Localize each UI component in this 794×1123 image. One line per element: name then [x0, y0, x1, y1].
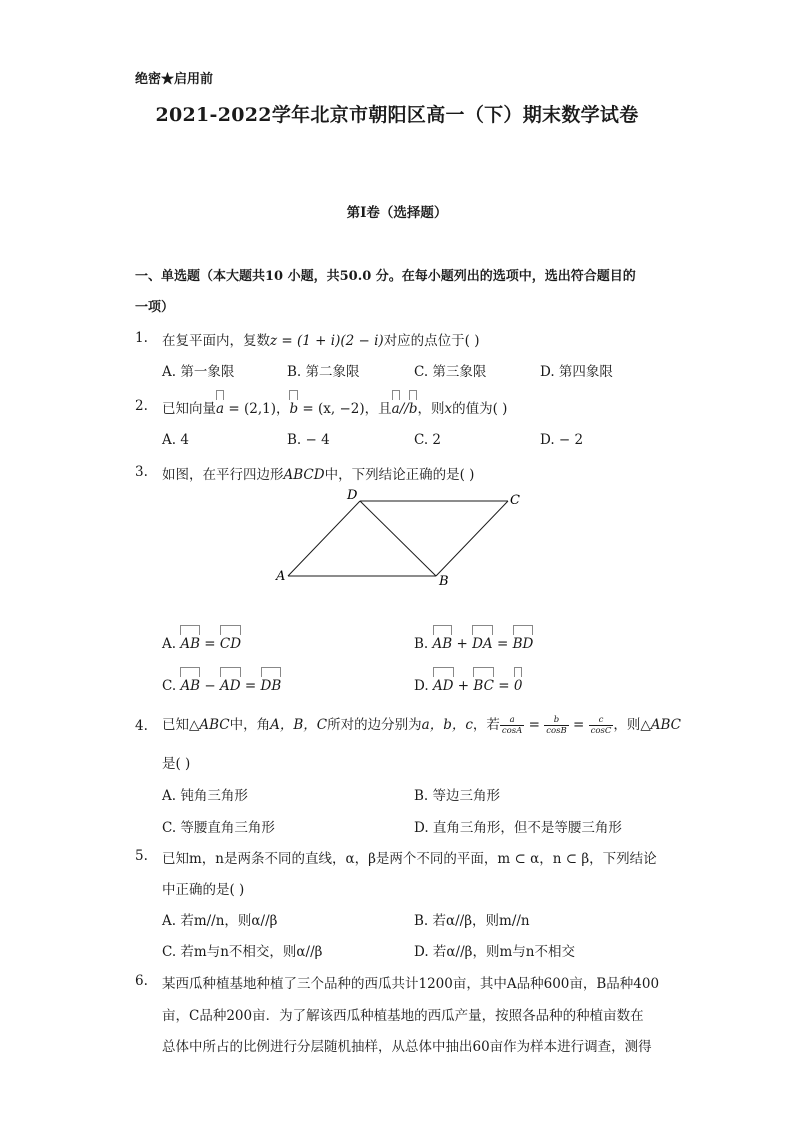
vertex-label-b: B	[439, 574, 449, 589]
question-stem	[162, 463, 474, 483]
stem-text: 中，下列结论正确的是( )	[324, 467, 475, 483]
option-a	[162, 634, 241, 652]
question-stem-line2: 亩，C品种200亩．为了解该西瓜种植基地的西瓜产量，按照各品种的种植亩数在	[162, 1008, 644, 1024]
vector-arrow-box	[261, 667, 282, 677]
equals: =	[568, 717, 589, 733]
option-d: D. 若α//β，则m与n不相交	[414, 944, 575, 960]
option-b: B. 等边三角形	[414, 788, 501, 804]
stem-text: = (2,1)，	[224, 401, 290, 417]
operator: =	[200, 636, 220, 652]
zero-vector	[514, 676, 523, 694]
vector-arrow-box	[514, 667, 523, 677]
operator: −	[200, 678, 221, 694]
question-number: 2.	[135, 398, 148, 414]
stem-text: 所对的边分别为	[327, 717, 422, 733]
vector-ab	[180, 676, 200, 694]
vector-letters: DA	[472, 636, 493, 652]
option-c: C. 第三象限	[414, 364, 487, 380]
fraction-c-cosc	[589, 715, 614, 736]
equals: =	[524, 717, 545, 733]
operator: =	[492, 636, 513, 652]
vector-arrow-box	[392, 390, 400, 400]
option-a: A. 4	[162, 432, 189, 448]
option-c: C. 2	[414, 432, 442, 448]
vector-da	[472, 634, 493, 652]
shape-name: ABCD	[283, 467, 325, 483]
stem-text: ，则△	[613, 717, 651, 733]
question-number: 4.	[135, 718, 148, 734]
question-stem-line2: 中正确的是( )	[162, 882, 245, 898]
vector-arrow-box	[180, 625, 200, 635]
vector-letter: b	[289, 401, 299, 417]
option-c: C. 若m与n不相交，则α//β	[162, 944, 323, 960]
vector-ad	[220, 676, 241, 694]
question-number: 5.	[135, 848, 148, 864]
parallel-symbol: //	[399, 401, 409, 417]
exam-title: 2021-2022学年北京市朝阳区高一（下）期末数学试卷	[155, 104, 639, 126]
edge-ad	[288, 501, 360, 576]
variable-x: x	[444, 401, 453, 417]
option-d: D. 第四象限	[540, 364, 613, 380]
vector-arrow-box	[433, 625, 453, 635]
option-d: D. 直角三角形，但不是等腰三角形	[414, 820, 622, 836]
vector-arrow-box	[433, 667, 454, 677]
vector-letters: BC	[473, 678, 494, 694]
option-b: B. 若α//β，则m//n	[414, 913, 530, 929]
numerator: c	[589, 715, 614, 726]
vector-ad	[433, 676, 454, 694]
option-a: A. 若m//n，则α//β	[162, 913, 278, 929]
vector-arrow-box	[180, 667, 200, 677]
operator: +	[453, 678, 474, 694]
option-d	[414, 676, 522, 694]
stem-text: 已知向量	[162, 401, 216, 417]
stem-math: z = (1 + i)(2 − i)	[270, 333, 384, 349]
vector-letters: AD	[432, 678, 454, 694]
fraction-a-cosa	[500, 715, 524, 736]
section-heading-line1: 一、单选题（本大题共10 小题，共50.0 分。在每小题列出的选项中，选出符合题目的	[135, 269, 636, 284]
question-stem-line3: 总体中所占的比例进行分层随机抽样，从总体中抽出60亩作为样本进行调查，测得	[162, 1039, 652, 1055]
vector-ab	[180, 634, 200, 652]
option-prefix: D.	[414, 678, 433, 694]
vertex-label-c: C	[510, 493, 520, 508]
denominator: cosA	[501, 726, 523, 736]
vector-arrow-box	[473, 667, 494, 677]
vector-letters: CD	[219, 636, 242, 652]
option-c: C. 等腰直角三角形	[162, 820, 275, 836]
vector-ab	[433, 634, 453, 652]
option-b	[414, 634, 533, 652]
question-stem	[162, 329, 480, 349]
stem-text: ，若	[472, 717, 500, 733]
stem-text: 对应的点位于( )	[383, 333, 480, 349]
part-title: 第I卷（选择题）	[346, 205, 448, 221]
stem-text: 中，角	[229, 717, 271, 733]
section-heading-line2: 一项）	[135, 300, 175, 315]
diagonal-db	[360, 501, 436, 576]
vector-a	[392, 399, 400, 417]
question-stem	[162, 713, 681, 736]
question-stem	[162, 397, 507, 417]
vector-letter: a	[391, 401, 400, 417]
parallelogram-figure	[270, 484, 530, 590]
question-stem: 某西瓜种植基地种植了三个品种的西瓜共计1200亩，其中A品种600亩，B品种400	[162, 976, 660, 992]
vector-letters: BD	[512, 636, 534, 652]
vertex-label-d: D	[347, 488, 358, 503]
vector-bc	[473, 676, 494, 694]
vector-arrow-box	[289, 390, 298, 400]
vector-db	[261, 676, 282, 694]
vector-letters: AB	[180, 678, 201, 694]
edge-cb	[436, 501, 508, 576]
vector-letters: 0	[513, 678, 523, 694]
vector-b	[289, 399, 298, 417]
vertex-label-a: A	[276, 569, 286, 584]
operator: +	[452, 636, 473, 652]
question-number: 6.	[135, 973, 148, 989]
numerator: a	[500, 715, 524, 726]
vector-letter: b	[408, 401, 418, 417]
stem-text: 在复平面内，复数	[162, 333, 270, 349]
vector-letters: DB	[260, 678, 282, 694]
option-c	[162, 676, 281, 694]
stem-text: 的值为( )	[452, 401, 508, 417]
secret-label: 绝密★启用前	[135, 72, 214, 87]
vector-arrow-box	[472, 625, 493, 635]
vector-letters: AD	[220, 678, 241, 694]
side-names: a，b，c	[421, 717, 473, 733]
denominator: cosB	[546, 726, 567, 736]
vector-bd	[513, 634, 534, 652]
triangle-name: ABC	[199, 717, 230, 733]
option-prefix: C.	[162, 678, 181, 694]
stem-text: = (x, −2)，且	[298, 401, 392, 417]
stem-text: 如图，在平行四边形	[162, 467, 284, 483]
vector-b	[409, 399, 418, 417]
question-stem-line2: 是( )	[162, 756, 191, 772]
vector-letters: AB	[180, 636, 201, 652]
vector-arrow-box	[220, 625, 241, 635]
vector-arrow-box	[513, 625, 534, 635]
option-a: A. 第一象限	[162, 364, 235, 380]
vector-cd	[220, 634, 241, 652]
stem-text: 已知△	[162, 717, 200, 733]
option-a: A. 钝角三角形	[162, 788, 248, 804]
angle-names: A，B，C	[270, 717, 328, 733]
option-prefix: A.	[162, 636, 181, 652]
numerator: b	[544, 715, 569, 726]
question-stem: 已知m，n是两条不同的直线，α，β是两个不同的平面，m ⊂ α，n ⊂ β，下列结论	[162, 851, 657, 867]
question-number: 3.	[135, 464, 148, 480]
denominator: cosC	[590, 726, 612, 736]
triangle-name: ABC	[650, 717, 681, 733]
vector-arrow-box	[216, 390, 224, 400]
option-b: B. 第二象限	[287, 364, 360, 380]
vector-arrow-box	[220, 667, 241, 677]
option-b: B. − 4	[287, 432, 330, 448]
vector-arrow-box	[409, 390, 418, 400]
vector-a	[216, 399, 224, 417]
question-number: 1.	[135, 330, 148, 346]
stem-text: ，则	[417, 401, 445, 417]
vector-letters: AB	[432, 636, 453, 652]
operator: =	[493, 678, 514, 694]
option-prefix: B.	[414, 636, 433, 652]
fraction-b-cosb	[544, 715, 569, 736]
option-d: D. − 2	[540, 432, 584, 448]
vector-letter: a	[216, 401, 225, 417]
operator: =	[240, 678, 261, 694]
